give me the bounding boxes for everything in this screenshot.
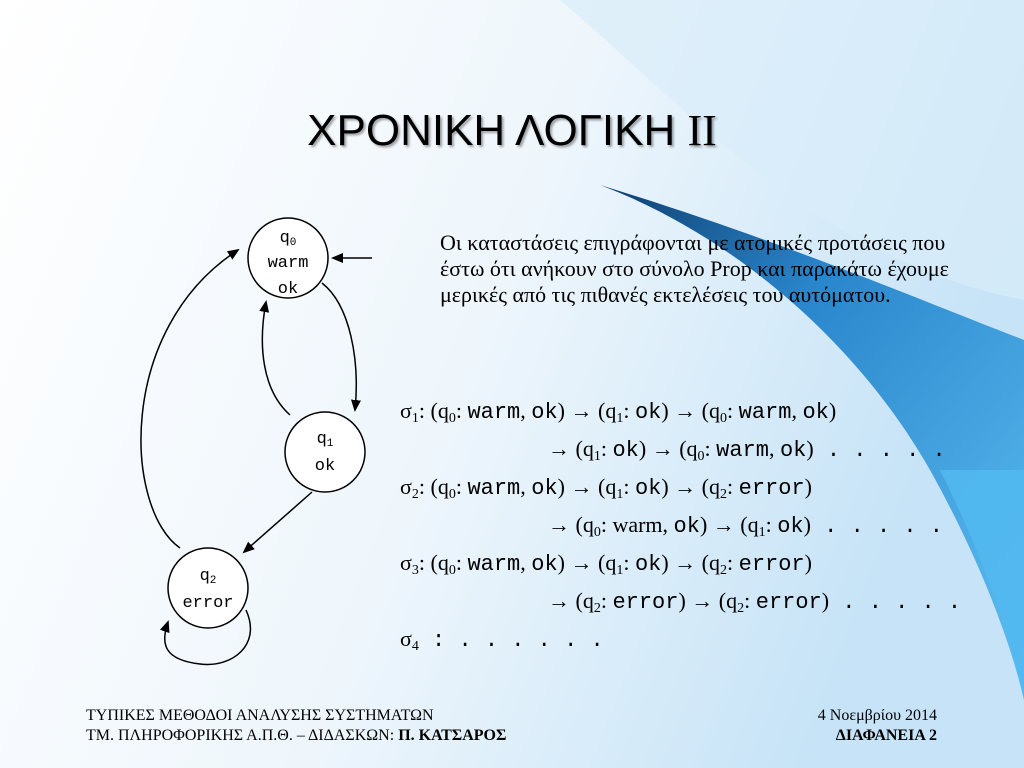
sequence-s2-line2: → ($q_0$: warm, $ok) \to (q_1$: ok) . . . . .: [548, 512, 943, 540]
sequence-s2-line1: $\sigma_2$: ($q_0$: warm, $ok) \to (q_1$: $ok) \to (q_2$: error): [400, 474, 812, 502]
footer-slide-number: ΔΙΑΦΑΝΕΙΑ 2: [835, 727, 937, 744]
edge-q1-q2: [244, 492, 312, 552]
footer-right: [818, 706, 937, 746]
edge-q0-q1: [322, 283, 356, 410]
state-q1: [285, 412, 365, 492]
footer-date: 4 Νοεμβρίου 2014: [817, 707, 937, 724]
footer-left: [86, 706, 506, 746]
state-q0-prop-warm: warm: [267, 254, 309, 273]
sequence-s1-line2: → ($q_1$: $ok) \to (q_0$: warm, ok) . . . . .: [548, 436, 946, 464]
title-numeral: II: [687, 106, 717, 155]
state-q1-name: q1: [316, 430, 334, 450]
footer-instructor: Π. ΚΑΤΣΑΡΟΣ: [398, 727, 507, 744]
state-q1-prop-ok: ok: [314, 457, 336, 476]
state-q2-name: q2: [199, 567, 217, 587]
state-q2-prop-error: error: [182, 594, 234, 613]
footer-department: ΤΜ. ΠΛΗΡΟΦΟΡΙΚΗΣ Α.Π.Θ. – ΔΙΔΑΣΚΩΝ: Π. ΚΑΤΣΑΡΟΣ: [86, 727, 507, 744]
edge-q1-q0: [262, 302, 290, 415]
sequence-s4: $\sigma_4$ : . . . . . .: [400, 626, 604, 654]
title-main: ΧΡΟΝΙΚΗ ΛΟΓΙΚΗ: [307, 106, 676, 155]
description-paragraph: Οι καταστάσεις επιγράφονται με ατομικές προτάσεις που έστω ότι ανήκουν στο σύνολο Prop και παρακάτω έχουμε μερικές από τις πιθανές εκτελέσεις του αυτόματου.: [440, 230, 949, 307]
state-q2: [168, 548, 248, 628]
sequence-s1-line1: $\sigma_1$: ($q_0$: warm, $ok) \to (q_1$: $ok) \to (q_0$: warm, ok): [400, 398, 837, 426]
edge-q2-q0: [141, 250, 238, 548]
sequence-s3-line2: → ($q_2$: error) → ($q_2$: error) . . . . .: [548, 588, 962, 616]
footer-course: ΤΥΠΙΚΕΣ ΜΕΘΟΔΟΙ ΑΝΑΛΥΣΗΣ ΣΥΣΤΗΜΑΤΩΝ: [86, 707, 434, 724]
sequence-s3-line1: $\sigma_3$: ($q_0$: warm, $ok) \to (q_1$: $ok) \to (q_2$: error): [400, 550, 812, 578]
state-q0-prop-ok: ok: [277, 280, 299, 299]
state-q0-name: q0: [279, 229, 297, 249]
